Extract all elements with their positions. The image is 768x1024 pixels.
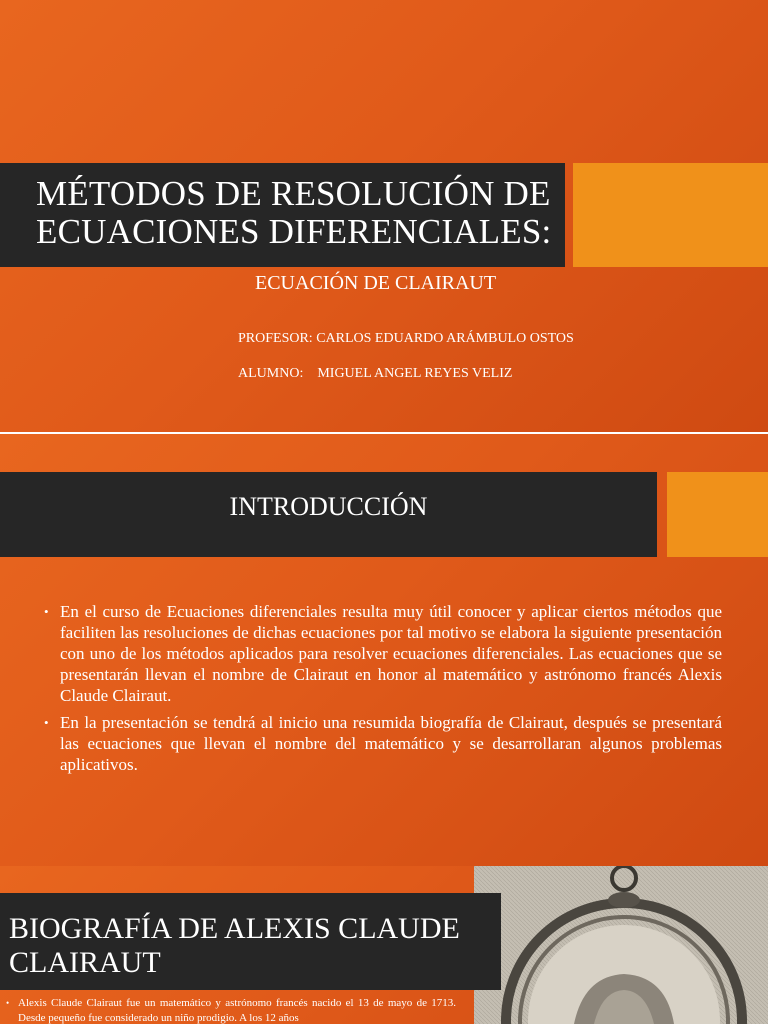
title-slide	[0, 0, 768, 432]
bullet-icon: •	[6, 998, 10, 1008]
portrait-image	[474, 866, 768, 1024]
accent-block	[573, 163, 768, 267]
bullet-text: En el curso de Ecuaciones diferenciales resulta muy útil conocer y aplicar ciertos métodos que faciliten las resoluciones de dichas ecuaciones por tal motivo se elabora la siguiente presentación con uno de los métodos aplicados para resolver ecuaciones diferenciales. Las ecuaciones que se presentarán llevan el nombre de Clairaut en honor al matemático y astrónomo francés Alexis Claude Clairaut.	[60, 602, 722, 705]
bullet-item	[44, 601, 722, 706]
student-line: ALUMNO: MIGUEL ANGEL REYES VELIZ	[238, 366, 513, 381]
presentation-subtitle: ECUACIÓN DE CLAIRAUT	[255, 272, 497, 294]
presentation-title: MÉTODOS DE RESOLUCIÓN DE ECUACIONES DIFERENCIALES:	[36, 174, 552, 251]
professor-line: PROFESOR: CARLOS EDUARDO ARÁMBULO OSTOS	[238, 331, 574, 346]
slide-title: INTRODUCCIÓN	[229, 492, 428, 521]
bullet-icon: •	[44, 715, 49, 730]
biography-slide	[0, 866, 768, 1024]
slide-title: BIOGRAFÍA DE ALEXIS CLAUDE CLAIRAUT	[9, 912, 460, 979]
bullet-item	[44, 712, 722, 775]
accent-block	[667, 472, 768, 557]
biography-text	[6, 996, 456, 1024]
bullet-icon: •	[44, 604, 49, 619]
bullet-list	[44, 601, 722, 781]
bullet-text: Alexis Claude Clairaut fue un matemático y astrónomo francés nacido el 13 de mayo de 1713. Desde pequeño fue considerado un niño prodigio. A los 12 años	[18, 997, 456, 1024]
bullet-text: En la presentación se tendrá al inicio una resumida biografía de Clairaut, después se presentará las ecuaciones que llevan el nombre del matemático y se desarrollaran algunos problemas aplicativos.	[60, 713, 722, 774]
introduction-slide	[0, 434, 768, 866]
